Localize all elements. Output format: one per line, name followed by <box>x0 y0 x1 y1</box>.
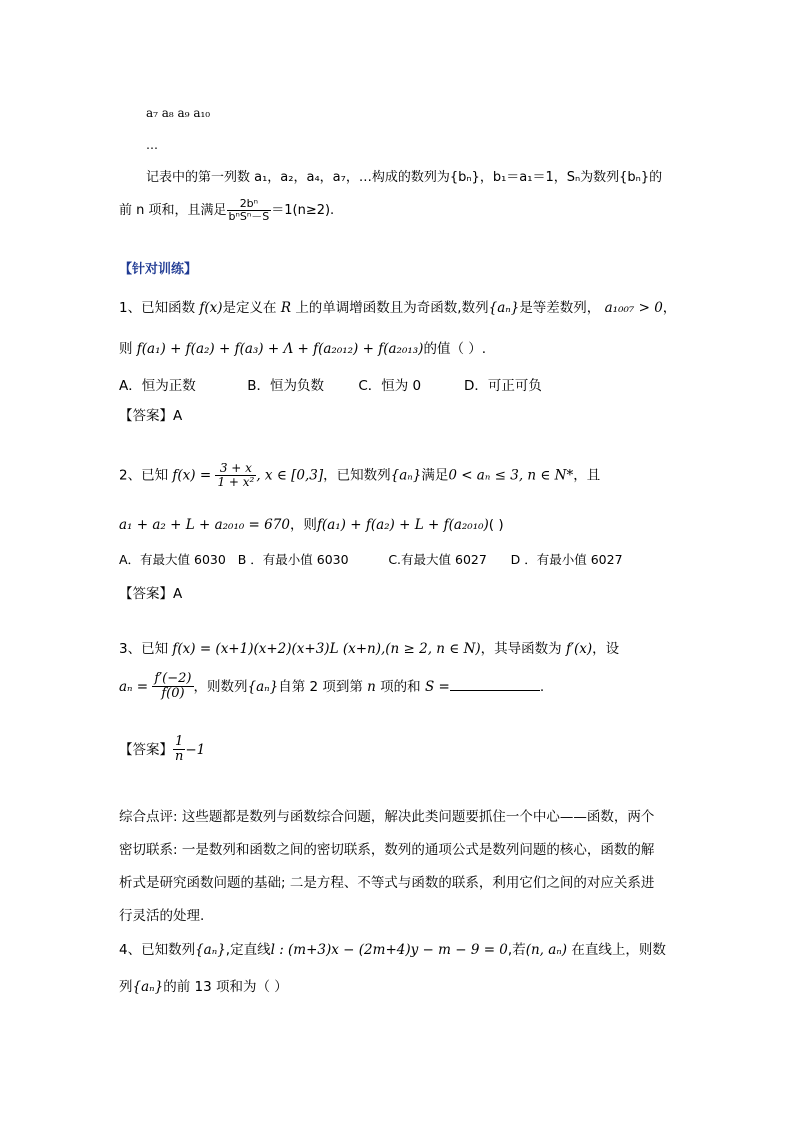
section-heading <box>119 258 197 277</box>
q1-text-value: 的值（ ）. <box>423 341 487 357</box>
q3-answer-num: 1 <box>173 735 185 750</box>
q4-sequence: {aₙ} <box>195 942 226 958</box>
ellipsis-text: … <box>146 138 158 152</box>
q2-fraction <box>215 462 256 489</box>
comment-line-1-text: 综合点评: 这些题都是数列与函数综合问题，解决此类问题要抓住一个中心——函数，两个 <box>119 809 655 825</box>
intro-frac-num: 2bⁿ <box>227 198 272 211</box>
q3-period: . <box>539 678 545 695</box>
section-heading-text: 【针对训练】 <box>119 262 198 277</box>
q4-line-equation: l : (m+3)x − (2m+4)y − m − 9 = 0 <box>270 942 508 958</box>
q4-intro: 4、已知数列 <box>119 942 196 958</box>
q1-text-then: 则 <box>119 341 133 357</box>
q4-line-2 <box>119 975 288 995</box>
q1-line-1 <box>119 296 676 316</box>
intro-line-2-prefix: 前 n 项和，且满足 <box>119 203 227 219</box>
q1-function: f(x) <box>199 300 223 316</box>
q2-frac-den: 1 + x² <box>217 475 255 490</box>
intro-line-2 <box>119 198 334 223</box>
q1-answer <box>119 404 182 424</box>
comment-line-1 <box>119 805 654 825</box>
q3-intro: 3、已知 <box>119 641 169 657</box>
q3-text-b: ，其导函数为 <box>480 641 562 657</box>
intro-line-2-suffix: ＝1(n≥2). <box>271 203 335 219</box>
q3-answer <box>119 735 205 765</box>
q1-R: R <box>280 300 292 316</box>
q1-text-e: ， <box>662 300 677 316</box>
intro-frac-den: bⁿSⁿ－S <box>228 210 270 224</box>
q4-text-b2: 的前 13 项和为（ ） <box>163 979 288 995</box>
q3-text-c2: 项的和 <box>380 678 421 695</box>
q4-line-1 <box>119 938 666 958</box>
q2-domain: , x ∈ [0,3] <box>256 467 324 484</box>
q3-answer-fraction <box>173 735 185 765</box>
q1-text-b: 是定义在 <box>222 300 277 316</box>
q1-options-text: A．恒为正数 B．恒为负数 C．恒为 0 D．可正可负 <box>119 378 542 394</box>
comment-line-2-text: 密切联系: 一是数列和函数之间的密切联系，数列的通项公式是数列问题的核心，函数的解 <box>119 842 655 858</box>
q2-answer-text: 【答案】A <box>119 586 183 602</box>
ellipsis <box>146 138 158 152</box>
q3-line-2 <box>119 672 544 702</box>
q1-expression: f(a₁) + f(a₂) + f(a₃) + Λ + f(a₂₀₁₂) + f(a₂₀₁₃) <box>136 341 424 357</box>
q3-text-b2: 自第 2 项到第 <box>278 678 363 695</box>
q4-text-a2: 列 <box>119 979 133 995</box>
q2-text-then: ，则 <box>289 517 317 533</box>
q3-text-a: ，则数列 <box>193 678 248 695</box>
intro-line-1-text: 记表中的第一列数 a₁，a₂，a₄，a₇，…构成的数列为{bₙ}，b₁＝a₁＝1，Sₙ为数列{bₙ}的 <box>146 170 663 185</box>
comment-line-3 <box>119 871 654 891</box>
q3-answer-tail: −1 <box>185 741 206 758</box>
q4-point: (n, aₙ) <box>525 942 568 958</box>
q4-text-b: ,定直线 <box>225 942 271 958</box>
q3-an-left: aₙ = <box>119 678 149 695</box>
q2-paren: ( ) <box>488 517 504 533</box>
q1-sequence: {aₙ} <box>488 300 520 316</box>
q1-text-c: 上的单调增函数且为奇函数,数列 <box>295 300 489 316</box>
comment-line-2 <box>119 838 654 858</box>
q2-intro: 2、已知 <box>119 467 169 484</box>
q2-expression: f(a₁) + f(a₂) + L + f(a₂₀₁₀) <box>316 517 489 533</box>
q1-options <box>119 374 542 394</box>
row-a-text: a₇ a₈ a₉ a₁₀ <box>146 106 211 120</box>
intro-line-1 <box>146 166 662 185</box>
q2-sequence: {aₙ} <box>390 467 422 484</box>
q2-options-text: A．有最大值 6030 B ．有最小值 6030 C.有最大值 6027 D ．有最小值 6027 <box>119 552 623 567</box>
q2-options <box>119 550 623 568</box>
q2-condition: 0 < aₙ ≤ 3, n ∈ N* <box>448 467 574 484</box>
comment-line-4-text: 行灵活的处理. <box>119 908 205 924</box>
q1-intro: 1、已知函数 <box>119 300 196 316</box>
q2-line-1 <box>119 462 600 489</box>
table-row-a <box>146 106 210 120</box>
q1-answer-text: 【答案】A <box>119 408 183 424</box>
comment-line-3-text: 析式是研究函数问题的基础; 二是方程、不等式与函数的联系，利用它们之间的对应关系进 <box>119 875 655 891</box>
q2-sum: a₁ + a₂ + L + a₂₀₁₀ = 670 <box>119 517 290 533</box>
q2-text-b: ，已知数列 <box>323 467 391 484</box>
q3-line-1 <box>119 637 619 657</box>
q3-answer-den: n <box>175 749 184 765</box>
q2-text-c: 满足 <box>421 467 449 484</box>
q3-S: S = <box>424 678 450 695</box>
q4-text-c: ,若 <box>507 942 526 958</box>
q2-function-left: f(x) = <box>172 467 212 484</box>
q2-text-d: ，且 <box>573 467 601 484</box>
q3-fraction <box>152 672 193 702</box>
q4-text-d: 在直线上，则数 <box>567 942 666 958</box>
q3-text-c: ，设 <box>592 641 620 657</box>
q1-condition: a₁₀₀₇ > 0 <box>604 300 663 316</box>
intro-fraction <box>227 198 272 223</box>
q1-line-2 <box>119 337 486 357</box>
q1-text-d: 是等差数列， <box>519 300 601 316</box>
q2-answer <box>119 582 182 602</box>
q3-frac-den: f(0) <box>161 686 185 702</box>
q3-function: f(x) = (x+1)(x+2)(x+3)L (x+n),(n ≥ 2, n ∈ N) <box>172 641 481 657</box>
q2-frac-num: 3 + x <box>215 462 256 476</box>
q2-line-2 <box>119 513 504 533</box>
q3-frac-num: f′(−2) <box>154 671 192 686</box>
q3-sequence: {aₙ} <box>247 678 279 695</box>
q3-derivative: f′(x) <box>565 641 593 657</box>
q3-n: n <box>367 678 376 695</box>
comment-line-4 <box>119 904 204 924</box>
q4-sequence-2: {aₙ} <box>132 979 164 995</box>
q3-answer-label: 【答案】 <box>119 741 173 758</box>
q3-answer-blank[interactable] <box>450 678 540 691</box>
